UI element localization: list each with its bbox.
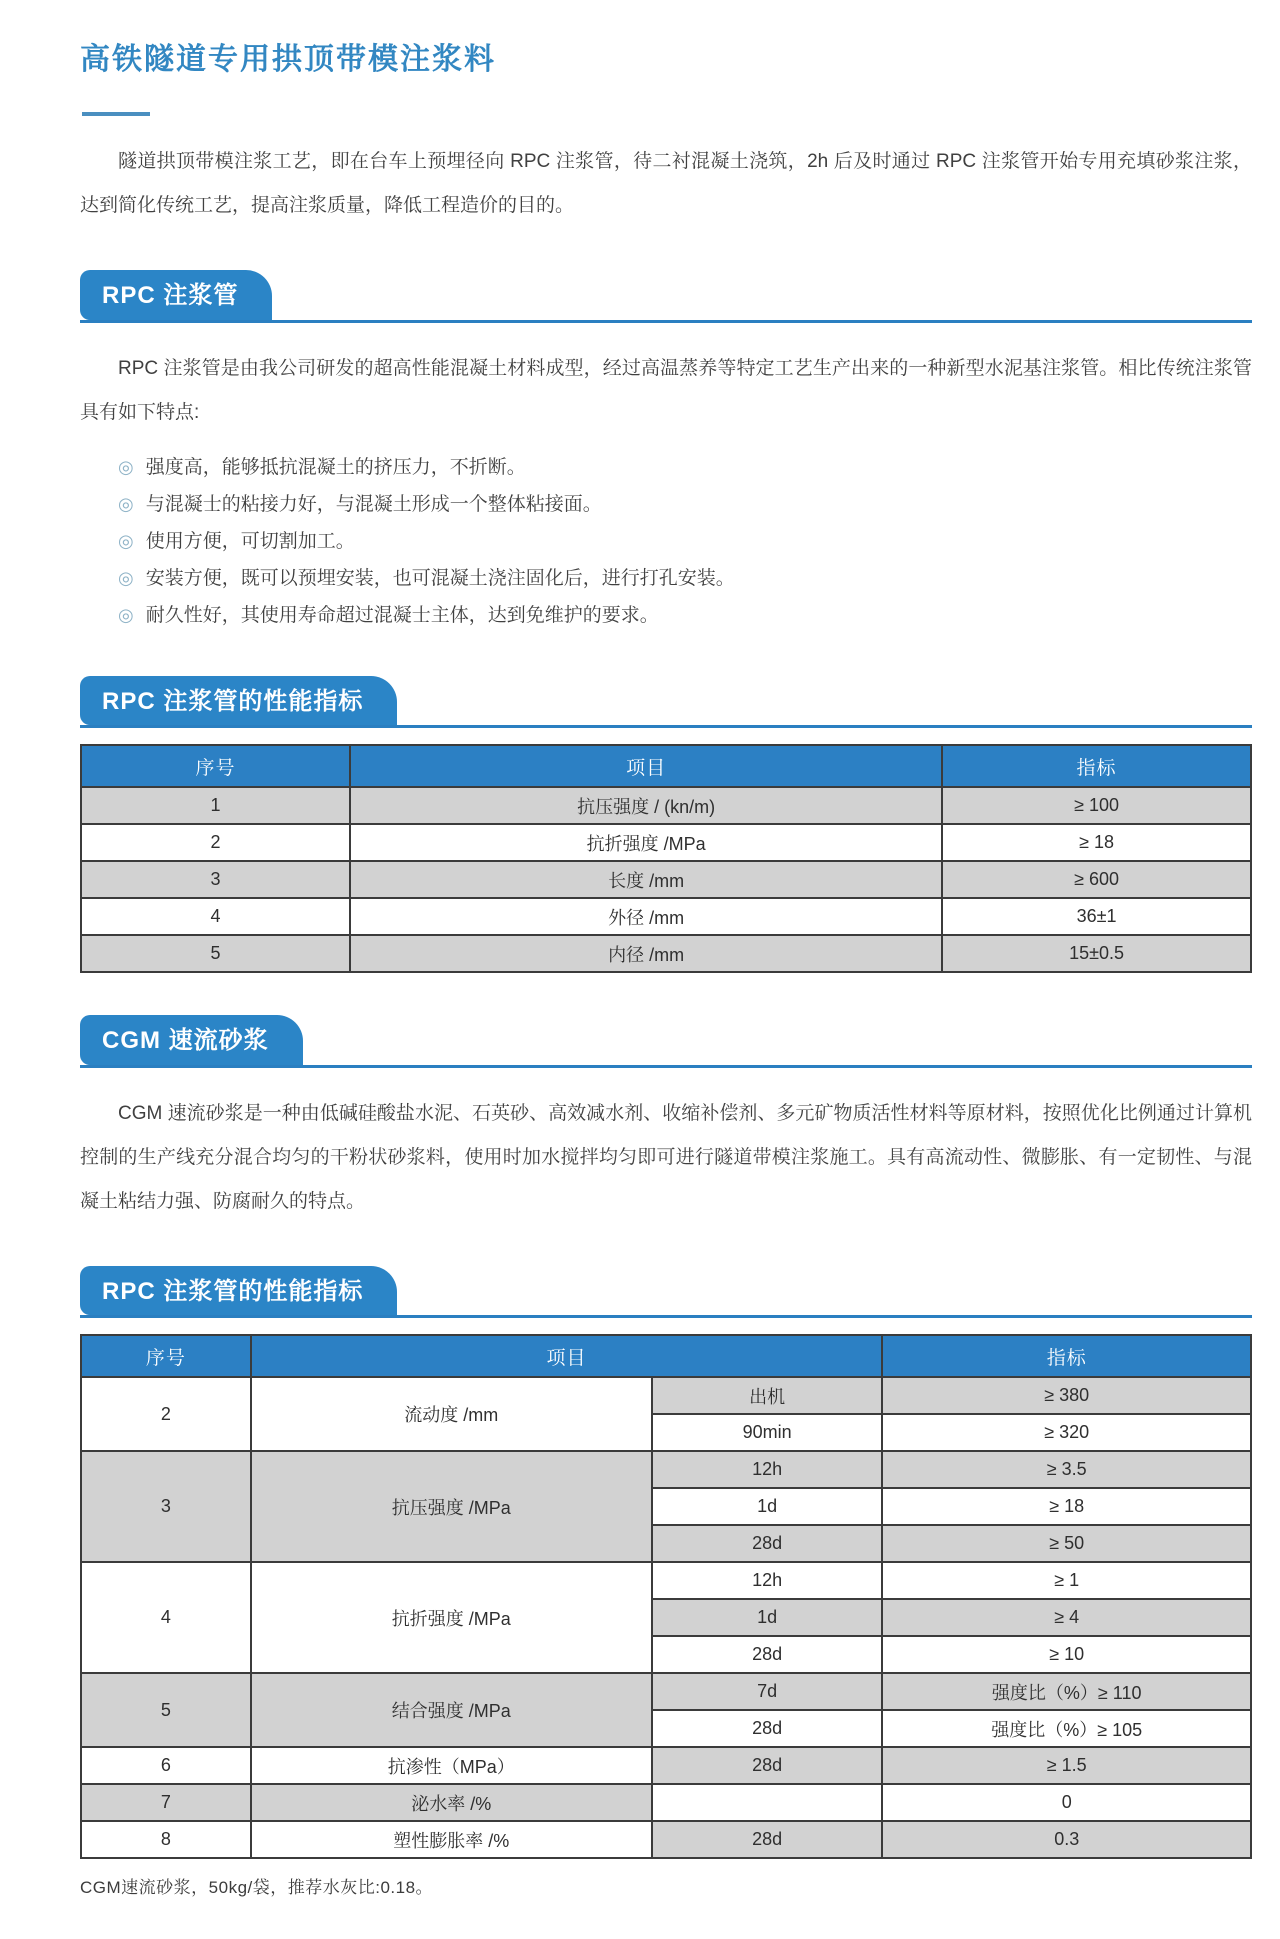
table-row: [81, 787, 1251, 824]
t1-item: 抗折强度 /MPa: [350, 824, 942, 861]
t1-value: ≥ 600: [942, 861, 1251, 898]
list-item: [118, 486, 1252, 523]
ring-bullet-icon: ◎: [118, 456, 134, 477]
t2-value: ≥ 320: [882, 1414, 1251, 1451]
t2-cond: 12h: [652, 1451, 882, 1488]
t1-value: 15±0.5: [942, 935, 1251, 972]
table-row: [81, 1562, 1251, 1599]
intro-paragraph: 隧道拱顶带模注浆工艺，即在台车上预埋径向 RPC 注浆管，待二衬混凝土浇筑，2h 后及时通过 RPC 注浆管开始专用充填砂浆注浆，达到简化传统工艺，提高注浆质量，降低工程造价的目的。: [80, 151, 1252, 216]
list-item: [118, 523, 1252, 560]
t2-cond: 28d: [652, 1525, 882, 1562]
t2-value: ≥ 4: [882, 1599, 1251, 1636]
t1-item: 长度 /mm: [350, 861, 942, 898]
t1-header-item: 项目: [350, 745, 942, 787]
list-item: [118, 597, 1252, 634]
t1-value: ≥ 100: [942, 787, 1251, 824]
section-header-rpc-performance: [80, 676, 1252, 729]
t2-header-item: 项目: [251, 1335, 883, 1377]
t2-cond: [652, 1784, 882, 1821]
section-header-rpc: [80, 270, 1252, 323]
t2-cond: 28d: [652, 1821, 882, 1858]
t1-header-value: 指标: [942, 745, 1251, 787]
t2-cond: 90min: [652, 1414, 882, 1451]
t2-item: 结合强度 /MPa: [251, 1673, 652, 1747]
t1-item: 抗压强度 / (kn/m): [350, 787, 942, 824]
t1-header-no: 序号: [81, 745, 350, 787]
t2-item: 流动度 /mm: [251, 1377, 652, 1451]
table-row: [81, 1784, 1251, 1821]
table-row: [81, 1673, 1251, 1710]
t2-no: 4: [81, 1562, 251, 1673]
t1-value: 36±1: [942, 898, 1251, 935]
t2-no: 3: [81, 1451, 251, 1562]
t1-no: 3: [81, 861, 350, 898]
list-item: [118, 449, 1252, 486]
table-row: [81, 1747, 1251, 1784]
t2-cond: 7d: [652, 1673, 882, 1710]
t2-value: ≥ 50: [882, 1525, 1251, 1562]
footer-note: CGM速流砂浆，50kg/袋，推荐水灰比:0.18。: [80, 1878, 434, 1898]
rpc-feature-list: [118, 449, 1252, 634]
t2-cond: 出机: [652, 1377, 882, 1414]
table-header-row: [81, 745, 1251, 787]
title-underline: [82, 112, 150, 116]
t2-value: ≥ 1.5: [882, 1747, 1251, 1784]
feature-text: 强度高，能够抵抗混凝土的挤压力，不折断。: [145, 456, 526, 478]
rpc-performance-table: [80, 744, 1252, 973]
t2-item: 抗渗性（MPa）: [251, 1747, 652, 1784]
section-header-cgm-performance: [80, 1266, 1252, 1319]
t1-item: 外径 /mm: [350, 898, 942, 935]
t2-item: 塑性膨胀率 /%: [251, 1821, 652, 1858]
t2-no: 5: [81, 1673, 251, 1747]
t2-cond: 28d: [652, 1710, 882, 1747]
table-row: [81, 1821, 1251, 1858]
ring-bullet-icon: ◎: [118, 604, 134, 625]
t2-cond: 28d: [652, 1636, 882, 1673]
feature-text: 安装方便，既可以预埋安装，也可混凝土浇注固化后，进行打孔安装。: [145, 567, 735, 589]
t1-no: 5: [81, 935, 350, 972]
t2-no: 8: [81, 1821, 251, 1858]
table-row: [81, 898, 1251, 935]
t2-item: 抗折强度 /MPa: [251, 1562, 652, 1673]
t2-header-no: 序号: [81, 1335, 251, 1377]
table-row: [81, 861, 1251, 898]
t2-cond: 28d: [652, 1747, 882, 1784]
t2-header-value: 指标: [882, 1335, 1251, 1377]
table-row: [81, 824, 1251, 861]
t1-value: ≥ 18: [942, 824, 1251, 861]
t2-value: ≥ 10: [882, 1636, 1251, 1673]
section-tab-rpc-performance: RPC 注浆管的性能指标: [80, 676, 397, 726]
t2-value: ≥ 18: [882, 1488, 1251, 1525]
feature-text: 与混凝士的粘接力好，与混凝土形成一个整体粘接面。: [145, 493, 602, 515]
ring-bullet-icon: ◎: [118, 567, 134, 588]
t2-value: ≥ 3.5: [882, 1451, 1251, 1488]
section-header-cgm: [80, 1015, 1252, 1068]
t2-cond: 1d: [652, 1488, 882, 1525]
t2-value: 0: [882, 1784, 1251, 1821]
cgm-performance-table: [80, 1334, 1252, 1859]
t2-value: 强度比（%）≥ 110: [882, 1673, 1251, 1710]
t2-no: 2: [81, 1377, 251, 1451]
page-title: 高铁隧道专用拱顶带模注浆料: [80, 43, 496, 76]
t2-value: ≥ 1: [882, 1562, 1251, 1599]
table-header-row: [81, 1335, 1251, 1377]
t2-item: 泌水率 /%: [251, 1784, 652, 1821]
ring-bullet-icon: ◎: [118, 530, 134, 551]
table-row: [81, 1377, 1251, 1414]
t1-no: 1: [81, 787, 350, 824]
t2-item: 抗压强度 /MPa: [251, 1451, 652, 1562]
t2-value: 强度比（%）≥ 105: [882, 1710, 1251, 1747]
section-tab-rpc: RPC 注浆管: [80, 270, 272, 320]
t2-cond: 1d: [652, 1599, 882, 1636]
t2-value: 0.3: [882, 1821, 1251, 1858]
section-tab-cgm-performance: RPC 注浆管的性能指标: [80, 1266, 397, 1316]
cgm-body-paragraph: CGM 速流砂浆是一种由低碱硅酸盐水泥、石英砂、高效减水剂、收缩补偿剂、多元矿物质活性材料等原材料，按照优化比例通过计算机控制的生产线充分混合均匀的干粉状砂浆料，使用时加水搅拌均匀即可进行隧道带模注浆施工。具有高流动性、微膨胀、有一定韧性、与混凝土粘结力强、防腐耐久的特点。: [80, 1102, 1253, 1212]
t2-value: ≥ 380: [882, 1377, 1251, 1414]
table-row: [81, 935, 1251, 972]
section-tab-cgm: CGM 速流砂浆: [80, 1015, 303, 1065]
t2-no: 7: [81, 1784, 251, 1821]
t1-no: 4: [81, 898, 350, 935]
feature-text: 耐久性好，其使用寿命超过混凝士主体，达到免维护的要求。: [145, 604, 659, 626]
t1-item: 内径 /mm: [350, 935, 942, 972]
t2-cond: 12h: [652, 1562, 882, 1599]
t2-no: 6: [81, 1747, 251, 1784]
list-item: [118, 560, 1252, 597]
feature-text: 使用方便，可切割加工。: [145, 530, 355, 552]
ring-bullet-icon: ◎: [118, 493, 134, 514]
table-row: [81, 1451, 1251, 1488]
t1-no: 2: [81, 824, 350, 861]
rpc-body-paragraph: RPC 注浆管是由我公司研发的超高性能混凝土材料成型，经过高温蒸养等特定工艺生产出来的一种新型水泥基注浆管。相比传统注浆管具有如下特点:: [80, 357, 1252, 423]
